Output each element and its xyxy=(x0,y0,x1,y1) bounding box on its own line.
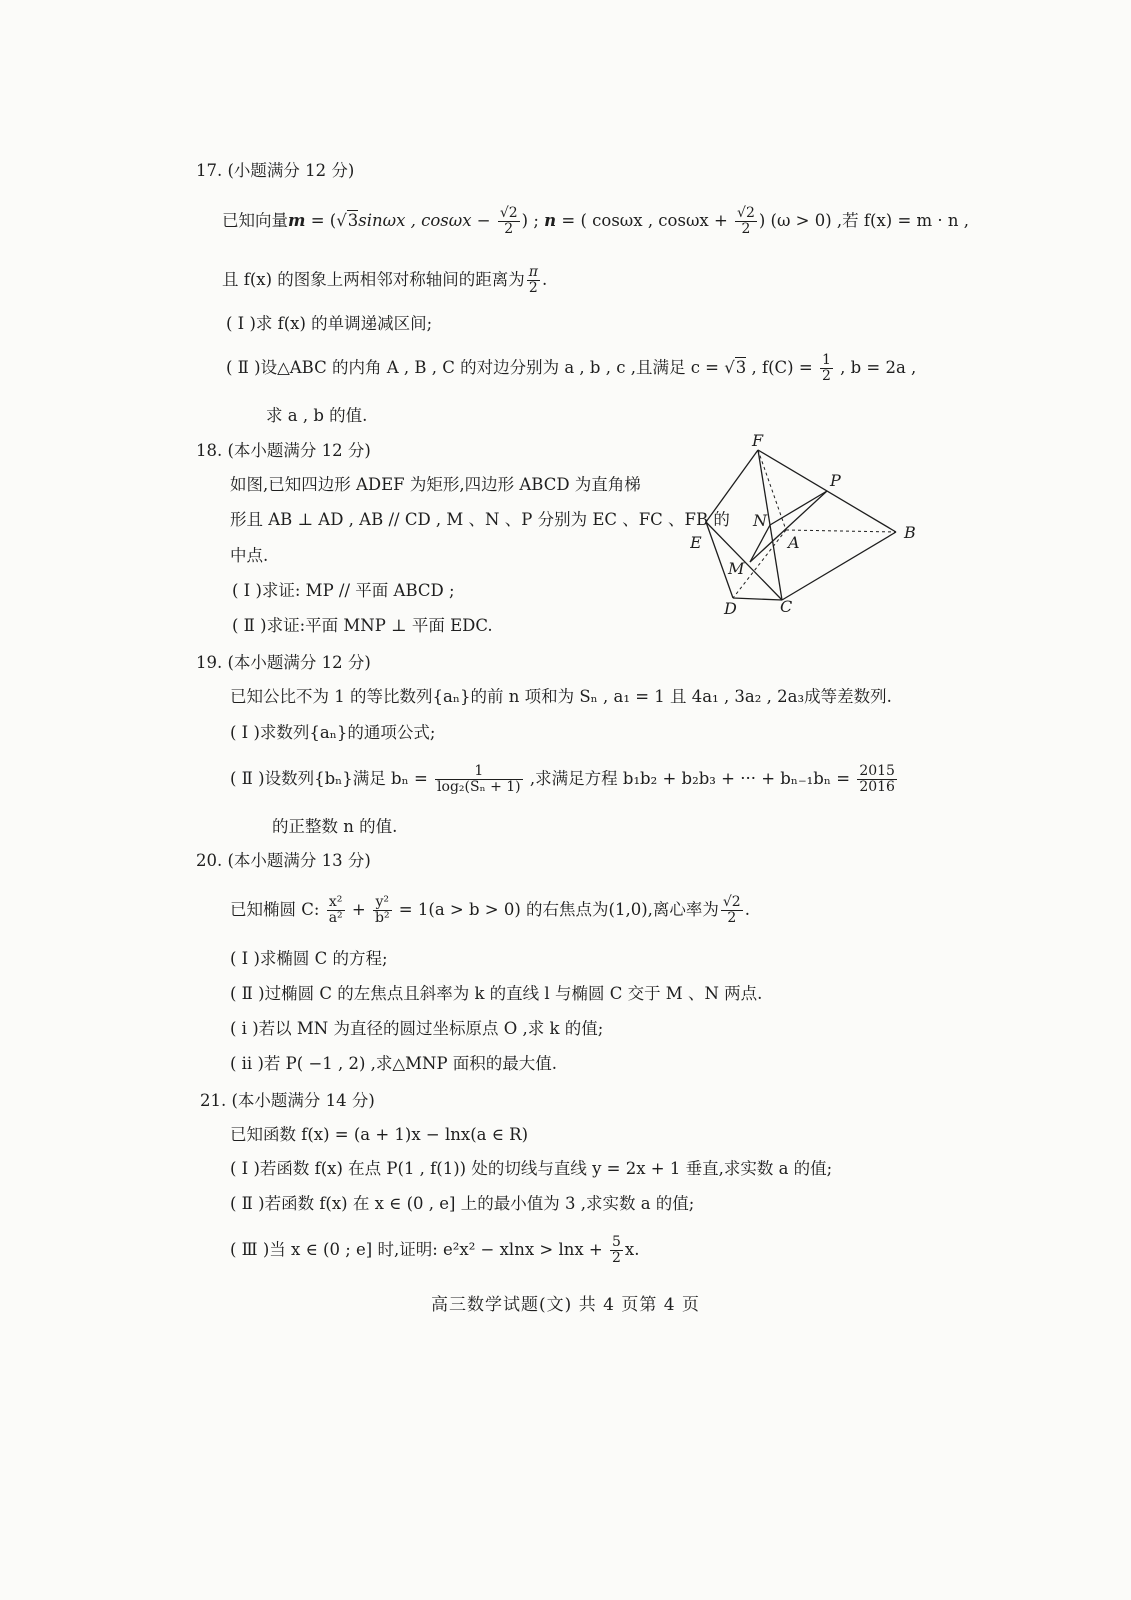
q21-text: ( Ⅲ )当 x ∈ (0 ; e] 时,证明: e²x² − xlnx > lnx + xyxy=(230,1240,608,1259)
label-B: B xyxy=(904,523,916,542)
q20-part2: ( Ⅱ )过椭圆 C 的左焦点且斜率为 k 的直线 l 与椭圆 C 交于 M 、N 两点. xyxy=(230,984,763,1003)
q17-part2: ( Ⅱ )设△ABC 的内角 A , B , C 的对边分别为 a , b , c ,且满足 c = √3 , f(C) = $\frac{1}{2}$ , b = 2a , xyxy=(226,352,917,384)
edge-MN xyxy=(750,525,770,562)
q19-heading: 19. (本小题满分 12 分) xyxy=(196,653,371,672)
q20-text: = 1(a > b > 0) 的右焦点为(1,0),离心率为 xyxy=(393,900,719,919)
q17-text: 已知向量 xyxy=(222,211,288,230)
q19-frac-bn: $\frac{1}{\text{log₂(Sₙ + 1)}}$ xyxy=(437,763,521,795)
q19-frac-2015-2016: $\frac{2015}{2016}$ xyxy=(859,763,895,795)
label-D: D xyxy=(724,599,737,618)
q17-stem-line2 xyxy=(222,258,547,302)
q20-frac-sqrt2-2: $\frac{√2}{2}$ xyxy=(722,894,741,926)
q18-part2: ( Ⅱ )求证:平面 MNP ⊥ 平面 EDC. xyxy=(232,616,493,635)
q20-frac-x2-a2: $\frac{\text{x²}}{\text{a²}}$ xyxy=(328,894,343,926)
q18-line2: 形且 AB ⊥ AD , AB // CD , M 、N 、P 分别为 EC 、FC 、FB 的 xyxy=(230,510,730,529)
q17-vector-n: n xyxy=(544,211,557,230)
edge-FE xyxy=(706,450,758,522)
page-footer: 高三数学试题(文) 共 4 页第 4 页 xyxy=(431,1295,700,1315)
q17-vector-m: m xyxy=(288,211,306,230)
label-N: N xyxy=(753,511,767,530)
q19-line1: 已知公比不为 1 的等比数列{aₙ}的前 n 项和为 Sₙ , a₁ = 1 且 4a₁ , 3a₂ , 2a₃成等差数列. xyxy=(230,687,892,706)
q20-sub1: ( ⅰ )若以 MN 为直径的圆过坐标原点 O ,求 k 的值; xyxy=(230,1019,604,1038)
q17-text: . xyxy=(541,270,548,289)
label-F: F xyxy=(752,434,764,450)
q17-part2-line2: 求 a , b 的值. xyxy=(266,406,368,425)
q20-heading: 20. (本小题满分 13 分) xyxy=(196,851,371,870)
q18-heading: 18. (本小题满分 12 分) xyxy=(196,441,371,460)
q17-frac-pi-over-2: $\frac{\pi}{2}$ xyxy=(528,264,538,296)
q19-part1: ( Ⅰ )求数列{aₙ}的通项公式; xyxy=(230,723,436,742)
label-E: E xyxy=(690,533,702,552)
edge-DC xyxy=(733,598,782,600)
q17-text: , f(C) = xyxy=(746,358,818,377)
q17-text: sinωx , cosωx − xyxy=(358,211,496,230)
q17-text: = ( cosωx , cosωx + xyxy=(556,211,734,230)
q21-heading: 21. (本小题满分 14 分) xyxy=(200,1091,375,1110)
q18-part1: ( Ⅰ )求证: MP // 平面 ABCD ; xyxy=(232,581,455,600)
q17-text: = ( xyxy=(305,211,337,230)
label-P: P xyxy=(830,471,841,490)
q17-text: ) (ω > 0) ,若 f(x) = m · n , xyxy=(758,211,970,230)
label-A: A xyxy=(788,533,800,552)
q17-sqrt3: 3 xyxy=(347,211,359,230)
edge-AB-hidden xyxy=(786,530,896,532)
q20-part1: ( Ⅰ )求椭圆 C 的方程; xyxy=(230,949,388,968)
q19-text: ( Ⅱ )设数列{bₙ}满足 bₙ = xyxy=(230,769,434,788)
q20-text: + xyxy=(346,900,371,919)
q21-part3 xyxy=(230,1228,639,1272)
q20-sub2: ( ⅱ )若 P( −1 , 2) ,求△MNP 面积的最大值. xyxy=(230,1054,558,1073)
q18-line1: 如图,已知四边形 ADEF 为矩形,四边形 ABCD 为直角梯 xyxy=(230,475,641,494)
q17-frac-half: $\frac{1}{2}$ xyxy=(821,352,831,384)
q17-stem-line1: 已知向量m = (√3sinωx , cosωx − $\frac{√2}{2}$ ) ; n = ( cosωx , cosωx + $\frac{√2}{2}$ ) (ω > 0) ,若 f(x) = m · n , xyxy=(222,205,970,237)
q18-line3: 中点. xyxy=(230,546,269,565)
q17-text: ) ; xyxy=(521,211,545,230)
q17-text: ( Ⅱ )设△ABC 的内角 A , B , C 的对边分别为 a , b , c ,且满足 c = xyxy=(226,358,725,377)
q20-frac-y2-b2: $\frac{\text{y²}}{\text{b²}}$ xyxy=(374,894,390,926)
label-C: C xyxy=(780,597,793,616)
q21-part2: ( Ⅱ )若函数 f(x) 在 x ∈ (0 , e] 上的最小值为 3 ,求实数 a 的值; xyxy=(230,1194,695,1213)
q19-part2 xyxy=(230,756,899,802)
label-M: M xyxy=(728,559,745,578)
q21-text: x. xyxy=(624,1240,640,1259)
q20-text: 已知椭圆 C: xyxy=(230,900,325,919)
q17-text: , b = 2a , xyxy=(834,358,917,377)
q20-text: . xyxy=(744,900,750,919)
q17-heading: 17. (小题满分 12 分) xyxy=(196,161,355,180)
q21-line1: 已知函数 f(x) = (a + 1)x − lnx(a ∈ R) xyxy=(230,1125,529,1144)
q19-text: ,求满足方程 b₁b₂ + b₂b₃ + ··· + bₙ₋₁bₙ = xyxy=(524,769,856,788)
q17-sqrt3b: 3 xyxy=(735,358,747,377)
q17-part1: ( Ⅰ )求 f(x) 的单调递减区间; xyxy=(226,314,433,333)
q19-part2-line2: 的正整数 n 的值. xyxy=(272,817,398,836)
q17-text: 且 f(x) 的图象上两相邻对称轴间的距离为 xyxy=(222,270,525,289)
q21-frac-5-2: $\frac{5}{2}$ xyxy=(611,1234,621,1266)
q17-frac-sqrt2-over-2: $\frac{√2}{2}$ xyxy=(499,205,518,237)
q21-part1: ( Ⅰ )若函数 f(x) 在点 P(1 , f(1)) 处的切线与直线 y = 2x + 1 垂直,求实数 a 的值; xyxy=(230,1159,833,1178)
q17-frac-sqrt2-over-2b: $\frac{√2}{2}$ xyxy=(737,205,755,237)
q18-geometry-figure xyxy=(690,434,930,619)
q20-line1 xyxy=(230,886,750,934)
